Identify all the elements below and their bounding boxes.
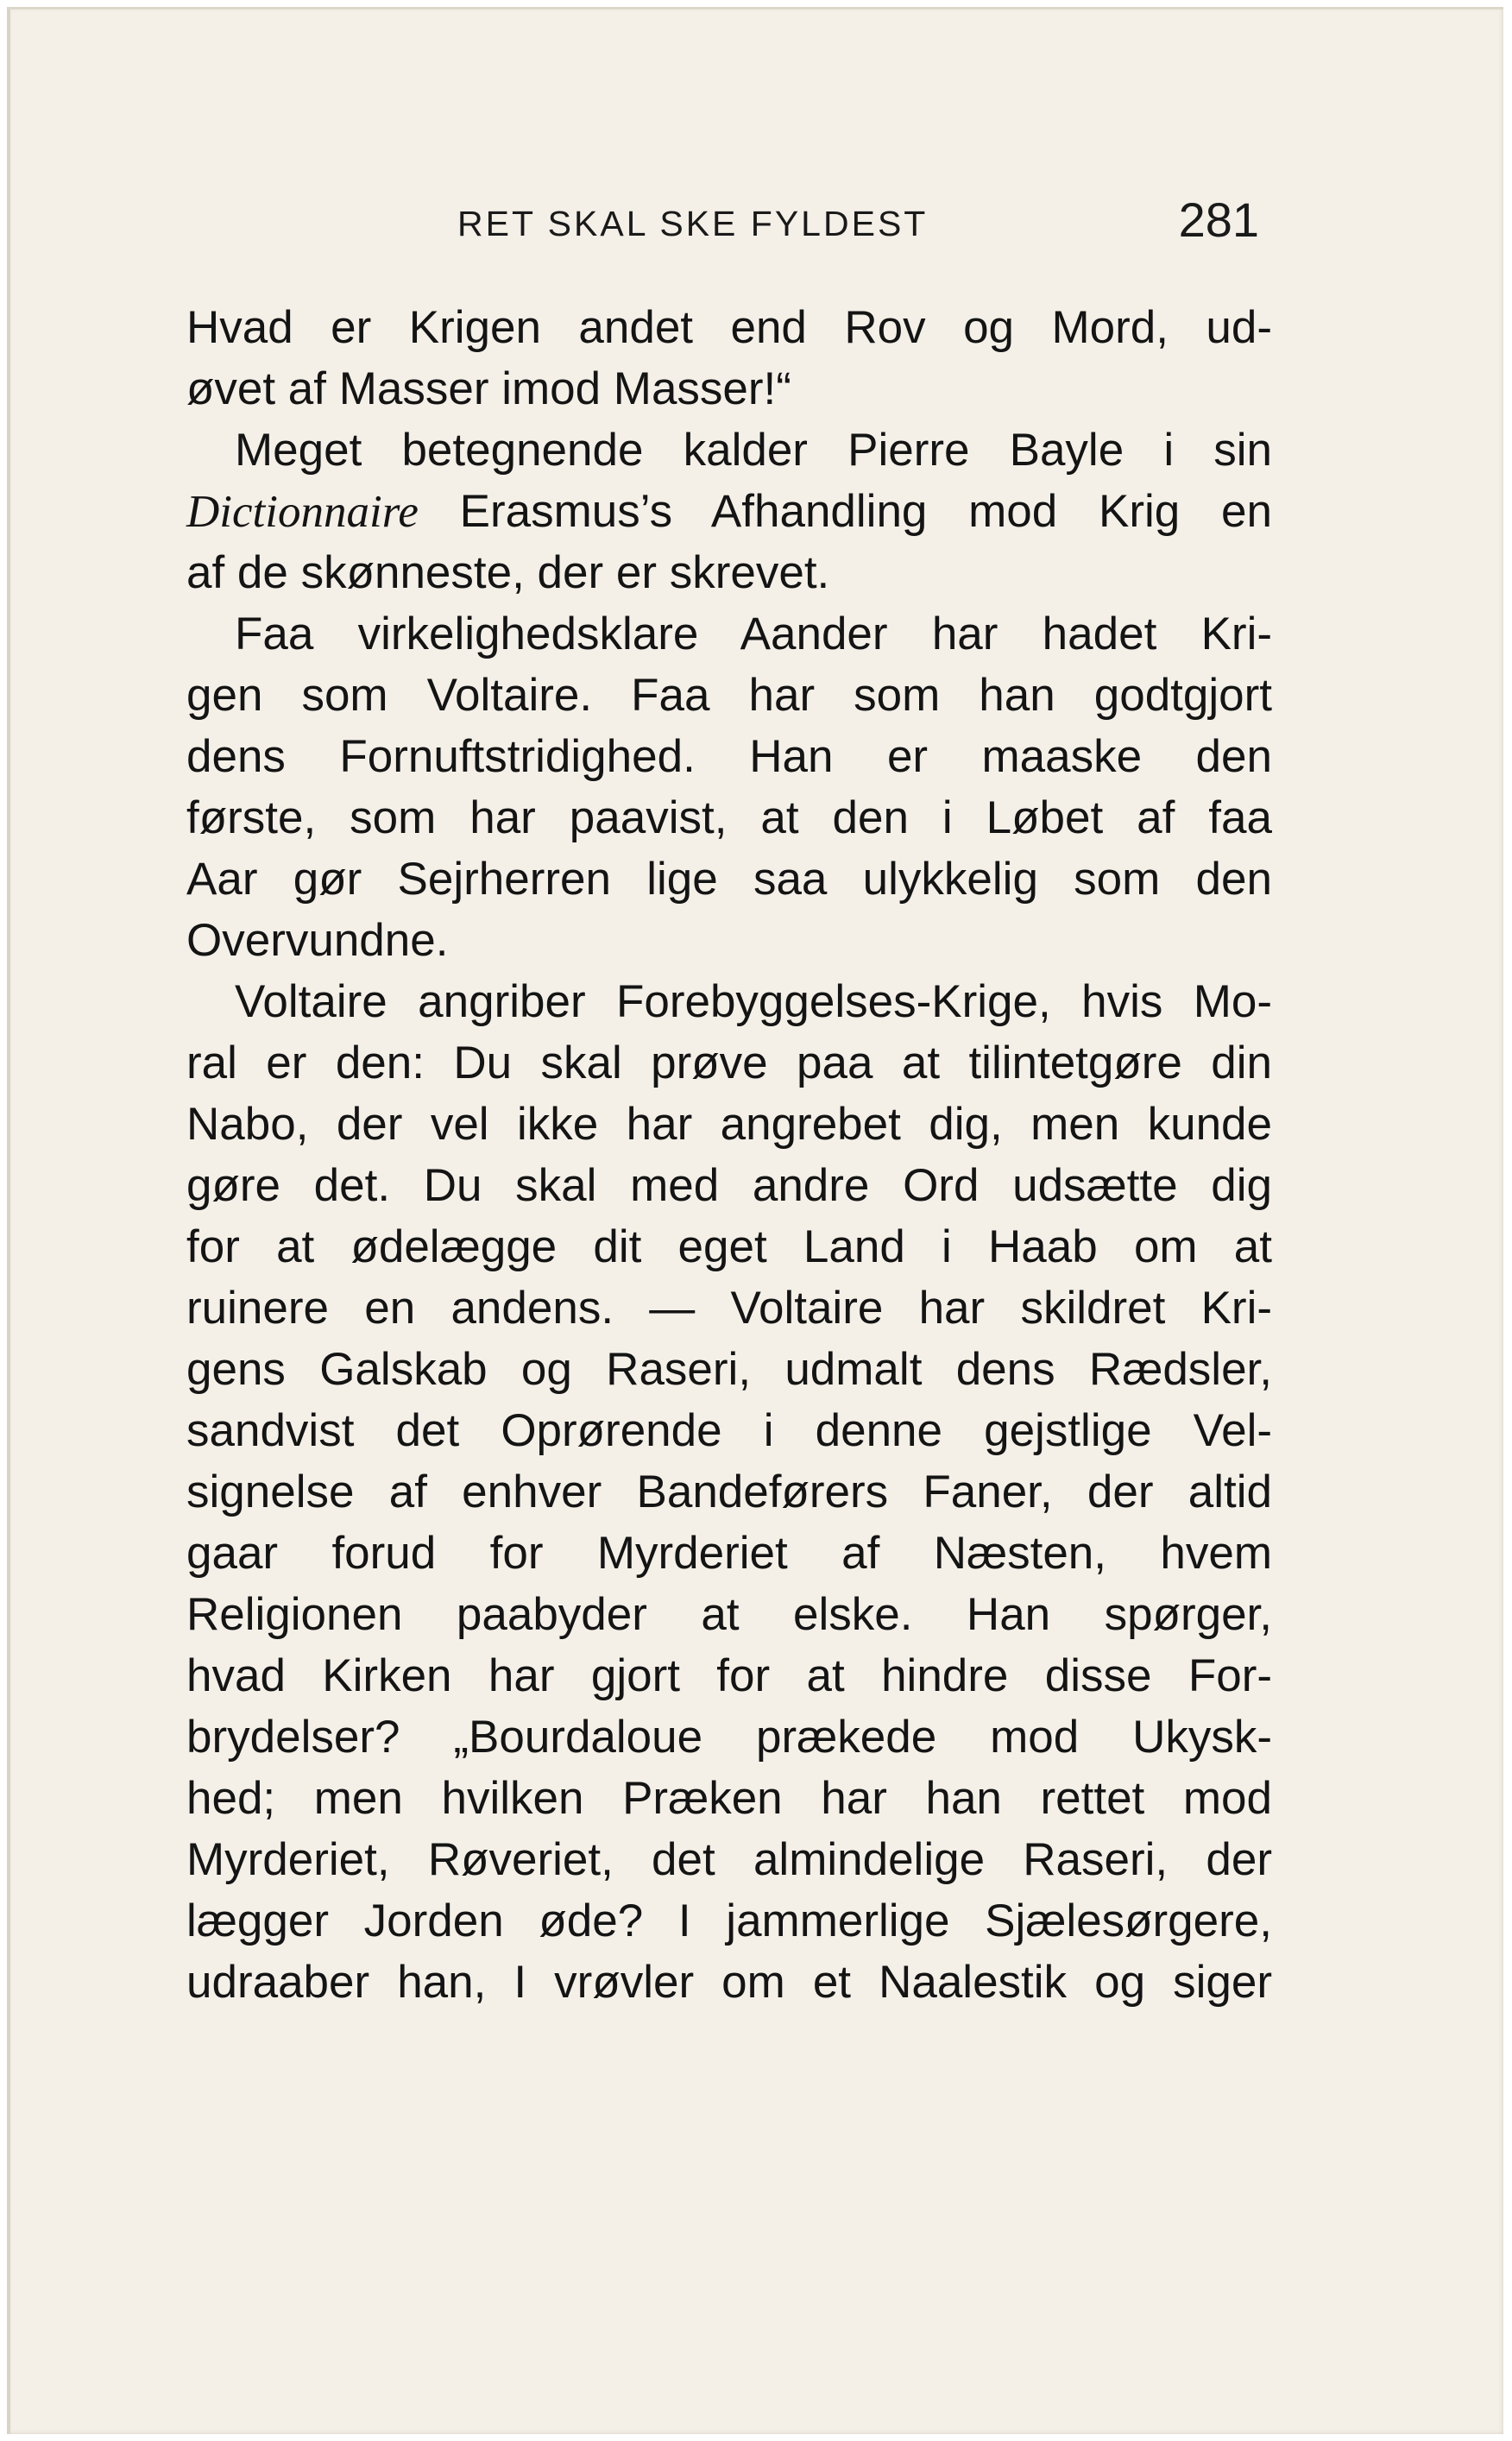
text-line: for at ødelægge dit eget Land i Haab om at [186,1221,1272,1272]
text-line: Myrderiet, Røveriet, det almindelige Raseri, der [186,1834,1272,1885]
text-line: Voltaire angriber Forebyggelses-Krige, hvis Mo- [235,976,1272,1027]
text-line: Hvad er Krigen andet end Rov og Mord, ud- [186,302,1272,353]
running-head: RET SKAL SKE FYLDEST [457,204,929,243]
text-line: første, som har paavist, at den i Løbet af faa [186,792,1272,843]
text-line: hvad Kirken har gjort for at hindre disse For- [186,1650,1272,1701]
text-line: af de skønneste, der er skrevet. [186,547,830,598]
book-page [7,7,1503,2434]
text-line: hed; men hvilken Præken har han rettet mod [186,1773,1272,1824]
text-line: gen som Voltaire. Faa har som han godtgjort [186,670,1272,721]
text-line: gens Galskab og Raseri, udmalt dens Rædsler, [186,1344,1272,1395]
text-line: gaar forud for Myrderiet af Næsten, hvem [186,1528,1272,1579]
text-line: Aar gør Sejrherren lige saa ulykkelig som den [186,854,1272,905]
text-line: øvet af Masser imod Masser!“ [186,363,791,414]
text-line: signelse af enhver Bandeførers Faner, der altid [186,1466,1272,1517]
text-line: Faa virkelighedsklare Aander har hadet Kri- [235,609,1272,659]
text-line: ral er den: Du skal prøve paa at tilintetgøre din [186,1038,1272,1088]
text-line: ruinere en andens. — Voltaire har skildret Kri- [186,1283,1272,1334]
text-line [186,481,1272,542]
text-line: Religionen paabyder at elske. Han spørger, [186,1589,1272,1640]
scan-edge [7,7,10,2434]
text-line: brydelser? „Bourdaloue prækede mod Ukysk- [186,1712,1272,1763]
body-text [186,297,1272,2013]
scan-edge-top [7,7,1503,9]
text-line: Overvundne. [186,915,449,966]
text-line: lægger Jorden øde? I jammerlige Sjælesørgere, [186,1895,1272,1946]
text-line: gøre det. Du skal med andre Ord udsætte dig [186,1160,1272,1211]
text-line: Nabo, der vel ikke har angrebet dig, men kunde [186,1099,1272,1150]
text-line: dens Fornuftstridighed. Han er maaske den [186,731,1272,782]
text-line: Meget betegnende kalder Pierre Bayle i sin [235,425,1272,476]
text-line: sandvist det Oprørende i denne gejstlige Vel- [186,1405,1272,1456]
italic-title: Dictionnaire [186,487,419,537]
text-line: udraaber han, I vrøvler om et Naalestik og siger [186,1957,1272,2008]
page-number: 281 [1178,192,1259,247]
text-segment: Erasmus’s Afhandling mod Krig en [459,486,1272,537]
